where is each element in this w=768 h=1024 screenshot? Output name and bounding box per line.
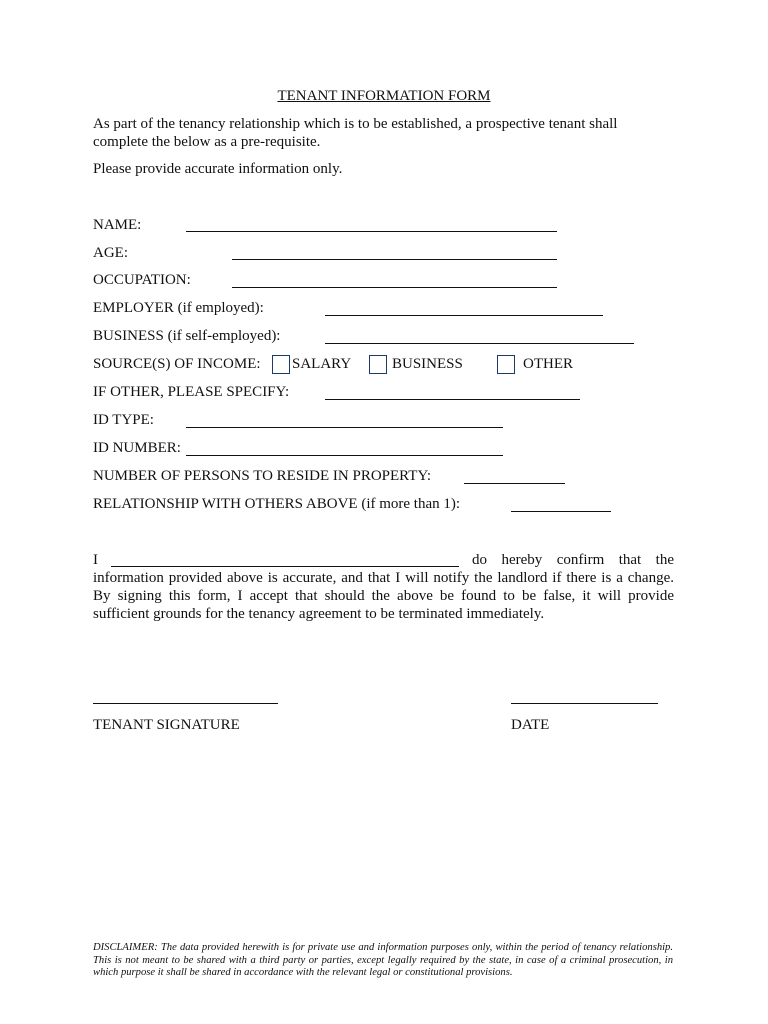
- business-option-label: BUSINESS: [392, 356, 463, 372]
- other-option-label: OTHER: [523, 356, 573, 372]
- business-label: BUSINESS (if self-employed):: [93, 328, 281, 344]
- income-sources-label: SOURCE(S) OF INCOME:: [93, 356, 261, 372]
- disclaimer-label: DISCLAIMER:: [93, 942, 158, 953]
- occupation-label: OCCUPATION:: [93, 272, 191, 288]
- declaration-prefix: I: [93, 552, 98, 568]
- occupation-field[interactable]: [232, 287, 557, 288]
- tenant-signature-label: TENANT SIGNATURE: [93, 717, 240, 733]
- salary-option-label: SALARY: [292, 356, 352, 372]
- id-number-label: ID NUMBER:: [93, 440, 181, 456]
- id-number-field[interactable]: [186, 455, 503, 456]
- age-field[interactable]: [232, 259, 557, 260]
- other-specify-label: IF OTHER, PLEASE SPECIFY:: [93, 384, 290, 400]
- id-type-field[interactable]: [186, 427, 503, 428]
- declarant-name-field[interactable]: [111, 566, 459, 567]
- age-label: AGE:: [93, 245, 128, 261]
- business-checkbox[interactable]: [369, 355, 387, 374]
- other-checkbox[interactable]: [497, 355, 515, 374]
- business-field[interactable]: [325, 343, 634, 344]
- name-label: NAME:: [93, 217, 142, 233]
- instruction-text: Please provide accurate information only.: [93, 161, 343, 177]
- declaration-body: information provided above is accurate, and that I will notify the landlord if there is a change. By signing this form, I accept that should the above be found to be false, it will provide sufficient grounds for the tenancy agreement to be terminated immediately.: [93, 570, 674, 622]
- other-specify-field[interactable]: [325, 399, 580, 400]
- name-field[interactable]: [186, 231, 557, 232]
- persons-label: NUMBER OF PERSONS TO RESIDE IN PROPERTY:: [93, 468, 432, 484]
- intro-text: As part of the tenancy relationship which is to be established, a prospective tenant shall complete the below as a pre-requisite.: [93, 116, 618, 150]
- salary-checkbox[interactable]: [272, 355, 290, 374]
- relationship-field[interactable]: [511, 511, 611, 512]
- date-field[interactable]: [511, 703, 658, 704]
- employer-label: EMPLOYER (if employed):: [93, 300, 264, 316]
- page-title: TENANT INFORMATION FORM: [277, 88, 491, 104]
- id-type-label: ID TYPE:: [93, 412, 154, 428]
- declaration-confirm-text: do hereby confirm that the: [472, 552, 674, 568]
- relationship-label: RELATIONSHIP WITH OTHERS ABOVE (if more than 1):: [93, 496, 461, 512]
- employer-field[interactable]: [325, 315, 603, 316]
- disclaimer: [93, 942, 673, 980]
- persons-field[interactable]: [464, 483, 565, 484]
- tenant-signature-field[interactable]: [93, 703, 278, 704]
- disclaimer-text: The data provided herewith is for private use and information purposes only, within the period of tenancy relationship. This is not meant to be shared with a third party or parties, except legally required by the state, in case of a criminal prosecution, in which purpose it shall be shared in accordance with the relevant legal or constitutional provisions.: [93, 942, 673, 978]
- date-label: DATE: [511, 717, 550, 733]
